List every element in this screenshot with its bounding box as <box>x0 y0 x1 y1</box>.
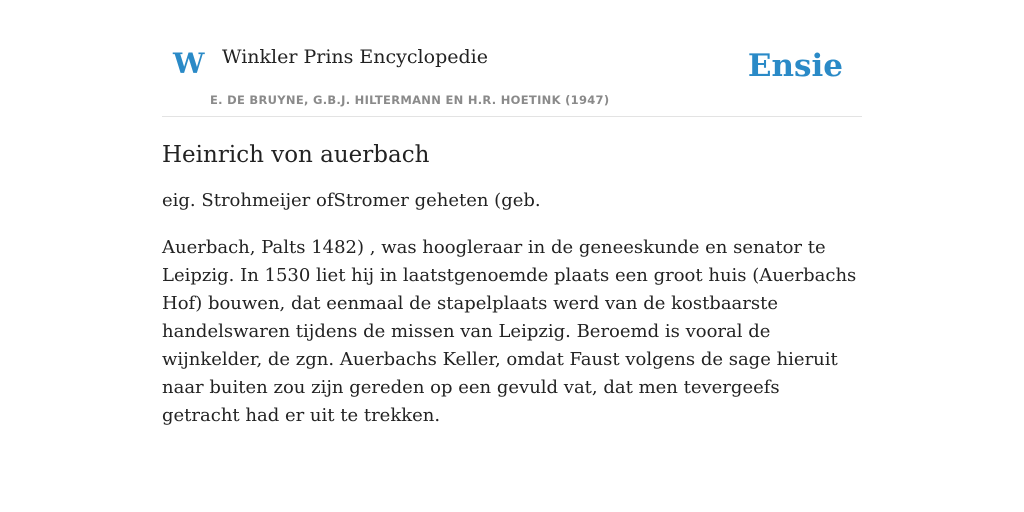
article-title: Heinrich von auerbach <box>162 142 430 168</box>
article-paragraph-2: Auerbach, Palts 1482) , was hoogleraar in de geneeskunde en senator te Leipzig. In 1530 liet hij in laatstgenoemde plaats een groot huis (Auerbachs Hof) bouwen, dat eenmaal de stapelplaats werd van de kostbaarste handelswaren tijdens de missen van Leipzig. Beroemd is vooral de wijnkelder, de zgn. Auerbachs Keller, omdat Faust volgens de sage hieruit naar buiten zou zijn gereden op een gevuld vat, dat men tevergeefs getracht had er uit te trekken. <box>162 236 857 426</box>
encyclopedia-authors: E. DE BRUYNE, G.B.J. HILTERMANN EN H.R. HOETINK (1947) <box>210 93 610 107</box>
ensie-logo-link[interactable]: Ensie <box>747 48 843 84</box>
article-paragraph-1: eig. Strohmeijer ofStromer geheten (geb. <box>162 189 541 211</box>
encyclopedia-title-link[interactable]: Winkler Prins Encyclopedie <box>222 46 488 68</box>
encyclopedia-header <box>162 0 862 117</box>
page <box>162 0 862 430</box>
winkler-prins-logo[interactable]: W <box>173 47 205 80</box>
